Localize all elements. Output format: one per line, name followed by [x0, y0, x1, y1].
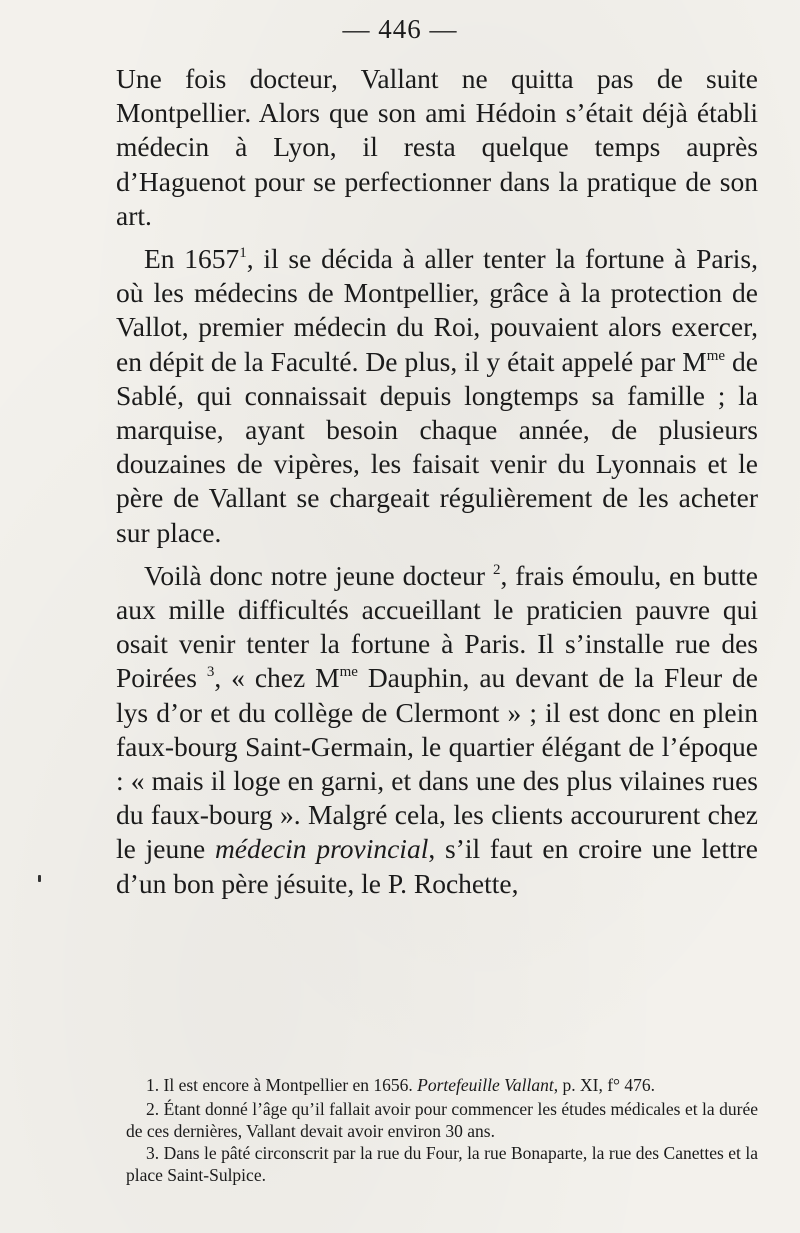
footnotes — [126, 1074, 758, 1186]
text-run: En 1657 — [144, 243, 240, 275]
note-reference: 3 — [206, 664, 215, 681]
margin-ink-mark — [38, 875, 41, 882]
text-run: Dauphin, au devant de la Fleur de lys d’or et du collège de Clermont » ; il est donc en plein faux-bourg Saint-Germain, le quartier élégant de l’époque : « mais il loge en garni, et dans une des plus vilaines rues du faux-bourg ». Malgré cela, les clients accoururent chez le jeune — [116, 662, 758, 865]
text-run: , frais émoulu, en butte aux mille difficultés accueillant le praticien pauvre qui osait venir tenter la fortune à Paris. Il s’installe rue des Poirées — [116, 559, 759, 694]
text-run: de Sablé, qui connaissait depuis longtemps sa famille ; la marquise, ayant besoin chaque année, de plusieurs douzaines de vipères, les faisait venir du Lyonnais et le père de Vallant se chargeait régulièrement de les acheter sur place. — [116, 345, 758, 548]
note-reference: 1 — [239, 245, 247, 262]
footnote — [126, 1074, 758, 1096]
text-run: Une fois docteur, Vallant ne quitta pas de suite Montpellier. Alors que son ami Hédoin s’était déjà établi médecin à Lyon, il resta quelque temps auprès d’Haguenot pour se perfectionner dans la pratique de son art. — [116, 63, 758, 231]
text-run: 1. Il est encore à Montpellier en 1656. — [146, 1075, 418, 1095]
text-run: , s’il faut en croire une lettre d’un bon père jésuite, le P. Rochette, — [116, 833, 758, 899]
text-run: 3. Dans le pâté circonscrit par la rue du Four, la rue Bonaparte, la rue des Canettes et la place Saint-Sulpice. — [126, 1143, 758, 1185]
text-run: 2. Étant donné l’âge qu’il fallait avoir pour commencer les études médicales et la durée de ces dernières, Vallant devait avoir environ 30 ans. — [126, 1099, 758, 1141]
text-run: , p. XI, f° 476. — [553, 1075, 656, 1095]
text-run: , il se décida à aller tenter la fortune à Paris, où les médecins de Montpellier, grâce à la protection de Vallot, premier médecin du Roi, pouvaient alors exercer, en dépit de la Faculté. De plus, il y était appelé par M — [116, 243, 758, 377]
paragraph — [116, 62, 758, 233]
main-text — [116, 62, 758, 901]
paragraph — [116, 559, 758, 901]
footnote — [126, 1142, 758, 1186]
footnote — [126, 1098, 758, 1142]
italic-text: Portefeuille Vallant — [417, 1075, 554, 1095]
text-run: Voilà donc notre jeune docteur — [144, 559, 493, 591]
note-reference: me — [706, 347, 726, 364]
page-number: — 446 — — [342, 14, 458, 44]
paragraph — [116, 242, 758, 550]
note-reference: 2 — [492, 561, 501, 578]
italic-text: médecin provincial — [214, 833, 429, 865]
note-reference: me — [339, 664, 358, 681]
text-run: , « chez M — [214, 662, 340, 694]
